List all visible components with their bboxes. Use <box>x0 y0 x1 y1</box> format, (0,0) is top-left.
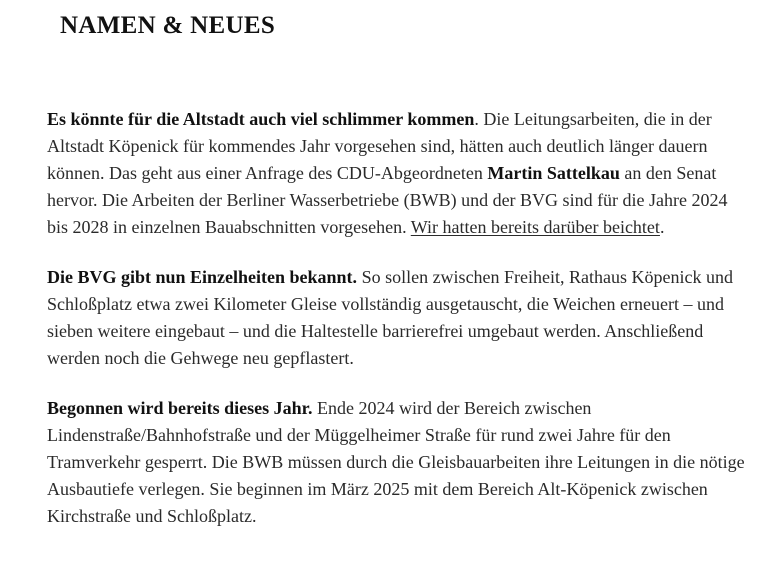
person-name: Martin Sattelkau <box>487 163 620 183</box>
paragraph-text: . Die Leitungsarbeiten, die in der Altstadt Köpenick für kommendes Jahr vorgesehen sind, hätten auch deutlich länger dauern können. Das geht aus einer Anfrage des CDU-Abgeordneten <box>47 109 712 183</box>
paragraph-1 <box>47 106 747 241</box>
paragraph-lead: Begonnen wird bereits dieses Jahr. <box>47 398 313 418</box>
paragraph-text: . <box>659 217 665 237</box>
paragraph-2 <box>47 264 747 372</box>
paragraph-text: Ende 2024 wird der Bereich zwischen Lindenstraße/Bahnhofstraße und der Müggelheimer Straße für rund zwei Jahre für den Tramverkehr gesperrt. Die BWB müssen durch die Gleisbauarbeiten ihre Leitungen in die nötige Ausbautiefe verlegen. Sie beginnen im März 2025 mit dem Bereich Alt-Köpenick zwischen Kirchstraße und Schloßplatz. <box>47 398 745 526</box>
paragraph-lead: Die BVG gibt nun Einzelheiten bekannt. <box>47 267 358 287</box>
previous-report-link[interactable]: Wir hatten bereits darüber beichtet <box>410 217 660 237</box>
paragraph-lead: Es könnte für die Altstadt auch viel schlimmer kommen <box>47 109 475 129</box>
article-body <box>47 106 747 553</box>
section-title: NAMEN & NEUES <box>60 12 276 39</box>
paragraph-3 <box>47 395 747 530</box>
paragraph-text: So sollen zwischen Freiheit, Rathaus Köpenick und Schloßplatz etwa zwei Kilometer Gleise vollständig ausgetauscht, die Weichen erneuert – und sieben weitere eingebaut – und die Haltestelle barrierefrei umgebaut werden. Anschließend werden noch die Gehwege neu gepflastert. <box>47 267 733 368</box>
paragraph-text: an den Senat hervor. Die Arbeiten der Berliner Wasserbetriebe (BWB) und der BVG sind für die Jahre 2024 bis 2028 in einzelnen Bauabschnitten vorgesehen. <box>47 163 728 237</box>
